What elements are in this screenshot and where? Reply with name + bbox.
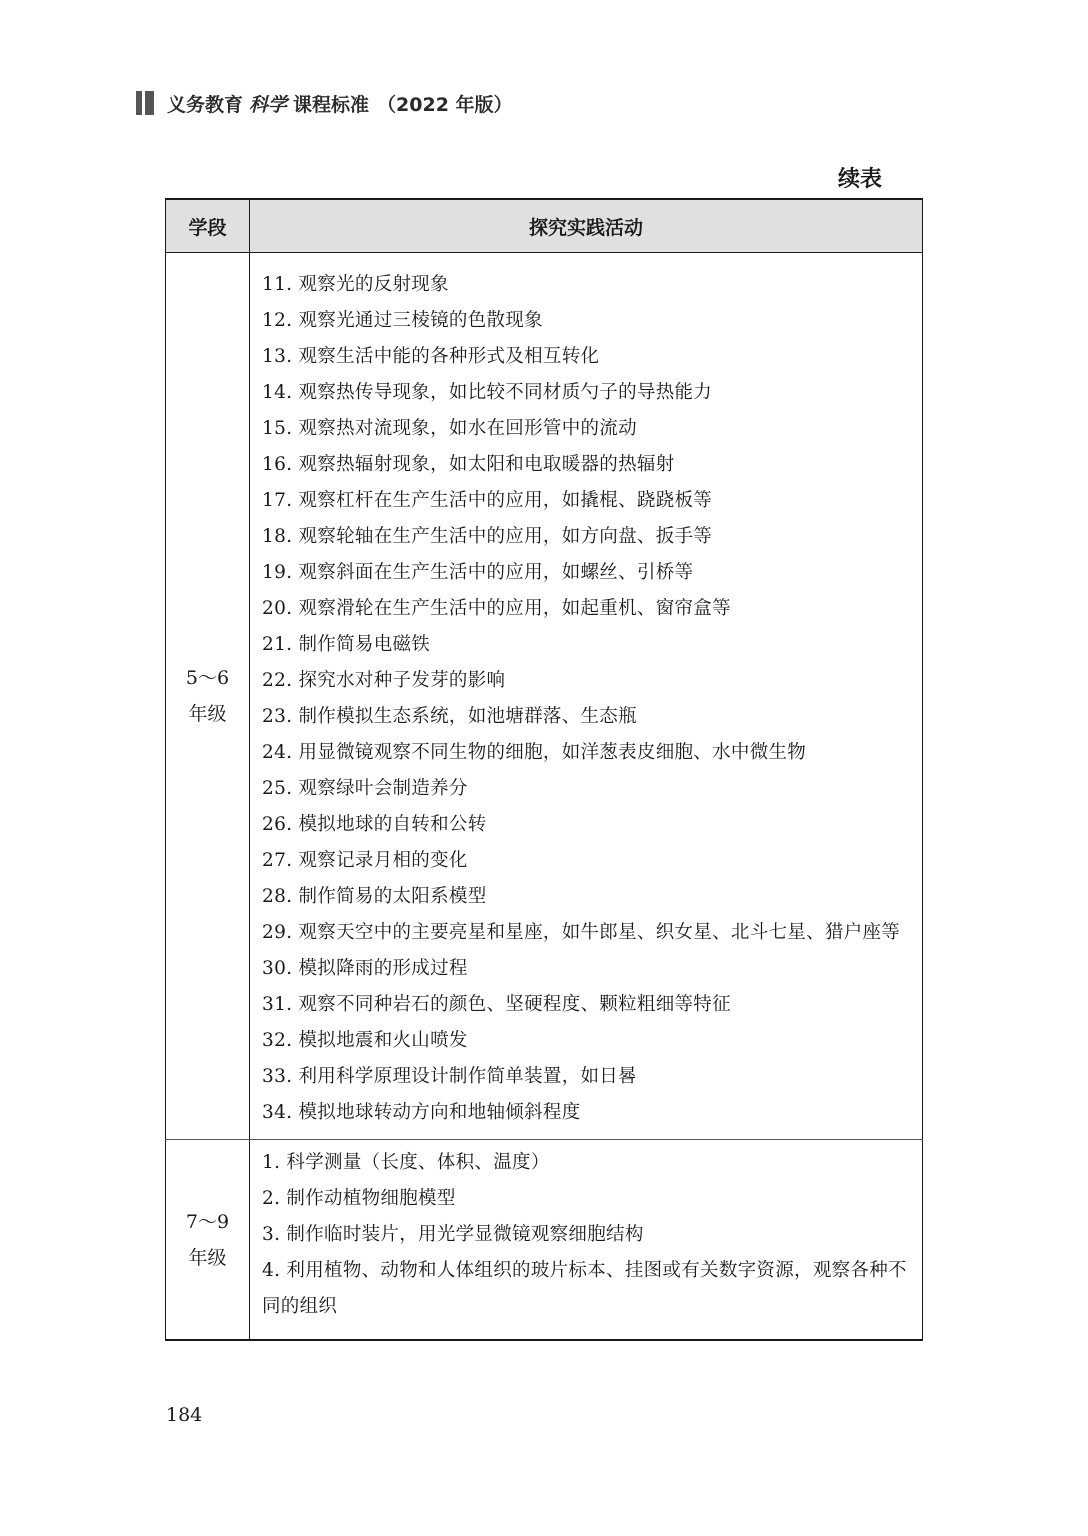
stage-range: 5～6 <box>185 667 230 689</box>
list-item: 18. 观察轮轴在生产生活中的应用，如方向盘、扳手等 <box>262 526 713 547</box>
list-item: 11. 观察光的反射现象 <box>262 274 449 295</box>
activities-cell <box>250 253 923 1140</box>
list-item: 28. 制作简易的太阳系模型 <box>262 886 487 907</box>
column-header-activities: 探究实践活动 <box>250 199 923 253</box>
list-item: 13. 观察生活中能的各种形式及相互转化 <box>262 346 600 367</box>
table-header-row <box>166 199 923 253</box>
list-item: 26. 模拟地球的自转和公转 <box>262 814 487 835</box>
list-item: 23. 制作模拟生态系统，如池塘群落、生态瓶 <box>262 706 637 727</box>
list-item: 31. 观察不同种岩石的颜色、坚硬程度、颗粒粗细等特征 <box>262 994 731 1015</box>
list-item: 12. 观察光通过三棱镜的色散现象 <box>262 310 543 331</box>
list-item: 32. 模拟地震和火山喷发 <box>262 1030 468 1051</box>
list-item: 16. 观察热辐射现象，如太阳和电取暖器的热辐射 <box>262 454 675 475</box>
stage-cell <box>166 253 250 1140</box>
list-item: 25. 观察绿叶会制造养分 <box>262 778 468 799</box>
list-item: 22. 探究水对种子发芽的影响 <box>262 670 506 691</box>
book-title <box>167 90 513 117</box>
list-item: 15. 观察热对流现象，如水在回形管中的流动 <box>262 418 637 439</box>
header-part-1: 义务教育 <box>167 93 244 116</box>
column-header-stage: 学段 <box>166 199 250 253</box>
list-item: 17. 观察杠杆在生产生活中的应用，如撬棍、跷跷板等 <box>262 490 713 511</box>
page-number: 184 <box>166 1404 203 1426</box>
table-row <box>166 1140 923 1341</box>
activities-cell <box>250 1140 923 1341</box>
continued-table-label: 续表 <box>837 167 882 192</box>
header-part-3: 课程标准 <box>293 93 370 116</box>
header-part-2: 科学 <box>249 93 288 116</box>
list-item: 29. 观察天空中的主要亮星和星座，如牛郎星、织女星、北斗七星、猎户座等 <box>262 922 901 943</box>
list-item: 19. 观察斜面在生产生活中的应用，如螺丝、引桥等 <box>262 562 694 583</box>
stage-cell <box>166 1140 250 1341</box>
list-item: 3. 制作临时装片，用光学显微镜观察细胞结构 <box>262 1224 644 1245</box>
list-item: 14. 观察热传导现象，如比较不同材质勺子的导热能力 <box>262 382 713 403</box>
list-item: 21. 制作简易电磁铁 <box>262 634 431 655</box>
header-part-4: （2022 年版） <box>377 93 513 116</box>
activities-table <box>165 198 923 1341</box>
list-item: 27. 观察记录月相的变化 <box>262 850 468 871</box>
list-item: 33. 利用科学原理设计制作简单装置，如日晷 <box>262 1066 637 1087</box>
running-header <box>136 90 513 116</box>
list-item: 34. 模拟地球转动方向和地轴倾斜程度 <box>262 1102 581 1123</box>
list-item: 4. 利用植物、动物和人体组织的玻片标本、挂图或有关数字资源，观察各种不同的组织 <box>262 1260 907 1317</box>
list-item: 20. 观察滑轮在生产生活中的应用，如起重机、窗帘盒等 <box>262 598 731 619</box>
list-item: 2. 制作动植物细胞模型 <box>262 1188 456 1209</box>
list-item: 1. 科学测量（长度、体积、温度） <box>262 1152 550 1173</box>
table-row <box>166 253 923 1140</box>
stage-grade: 年级 <box>188 1246 227 1269</box>
stage-range: 7～9 <box>185 1210 230 1233</box>
list-item: 30. 模拟降雨的形成过程 <box>262 958 468 979</box>
list-item: 24. 用显微镜观察不同生物的细胞，如洋葱表皮细胞、水中微生物 <box>262 742 807 763</box>
stage-grade: 年级 <box>188 703 227 725</box>
header-bar-icon <box>136 91 157 115</box>
